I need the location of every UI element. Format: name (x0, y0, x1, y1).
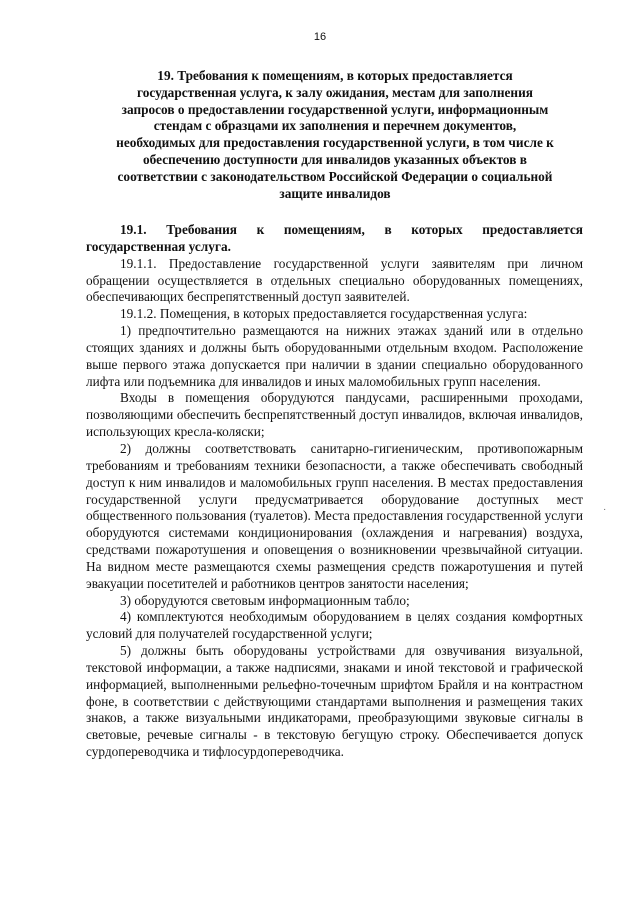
heading-line: соответствии с законодательством Российской Федерации о социальной (117, 168, 553, 184)
list-item-1: 1) предпочтительно размещаются на нижних этажах зданий или в отдельно стоящих зданиях и должны быть оборудованными отдельным входом. Расположение выше первого этажа допускается при наличии в здании специально оборудованного лифта или подъемника для инвалидов и иных маломобильных групп населения. (86, 323, 583, 389)
heading-line: необходимых для предоставления государственной услуги, в том числе к (116, 135, 554, 151)
heading-line: стендам с образцами их заполнения и перечнем документов, (153, 118, 517, 134)
paragraph-entrances: Входы в помещения оборудуются пандусами, расширенными проходами, позволяющими обеспечить беспрепятственный доступ инвалидов, включая инвалидов, использующих кресла-коляски; (86, 390, 583, 440)
heading-line: защите инвалидов (279, 185, 391, 201)
heading-line: 19. Требования к помещениям, в которых предоставляется (157, 68, 513, 83)
list-item-3: 3) оборудуются световым информационным табло; (120, 592, 410, 608)
page-number: 16 (313, 31, 327, 43)
list-item-5: 5) должны быть оборудованы устройствами для озвучивания визуальной, текстовой информации, а также надписями, знаками и иной текстовой и графической информацией, выполненными рельефно-точечным шрифтом Брайля и на контрастном фоне, в соответствии с действующими стандартами выполнения и размещения таких знаков, а также визуальными индикаторами, преобразующими звуковые сигналы в световые, речевые сигналы - в текстовую бегущую строку. Обеспечивается допуск сурдопереводчика и тифлосурдопереводчика. (86, 643, 583, 760)
paragraph-19-1-1: 19.1.1. Предоставление государственной услуги заявителям при личном обращении осуществляется в отдельных специально оборудованных помещениях, обеспечивающих беспрепятственный доступ заявителей. (86, 255, 583, 305)
subsection-title: 19.1. Требования к помещениям, в которых предоставляется государственная услуга. (86, 222, 583, 254)
section-heading (95, 68, 575, 202)
document-body (86, 222, 583, 761)
list-item-4: 4) комплектуются необходимым оборудованием в целях создания комфортных условий для получателей государственной услуги; (86, 609, 583, 642)
paragraph-19-1-2: 19.1.2. Помещения, в которых предоставляется государственная услуга: (120, 306, 528, 322)
list-item-2: 2) должны соответствовать санитарно-гигиеническим, противопожарным требованиям и требованиям техники безопасности, а также обеспечивать свободный доступ к ним инвалидов и маломобильных групп населения. В местах предоставления государственной услуги предусматривается оборудование доступных мест общественного пользования (туалетов). Места предоставления государственной услуги оборудуются системами кондиционирования (охлаждения и нагревания) воздуха, средствами пожаротушения и оповещения о возникновении чрезвычайной ситуации. На видном месте размещаются схемы размещения средств пожаротушения и путей эвакуации посетителей и работников центров занятости населения; (86, 440, 583, 591)
margin-mark: · (603, 504, 607, 515)
heading-line: запросов о предоставлении государственной услуги, информационным (121, 101, 549, 117)
heading-line: обеспечению доступности для инвалидов указанных объектов в (143, 151, 527, 167)
heading-line: государственная услуга, к залу ожидания, местам для заполнения (137, 84, 533, 100)
